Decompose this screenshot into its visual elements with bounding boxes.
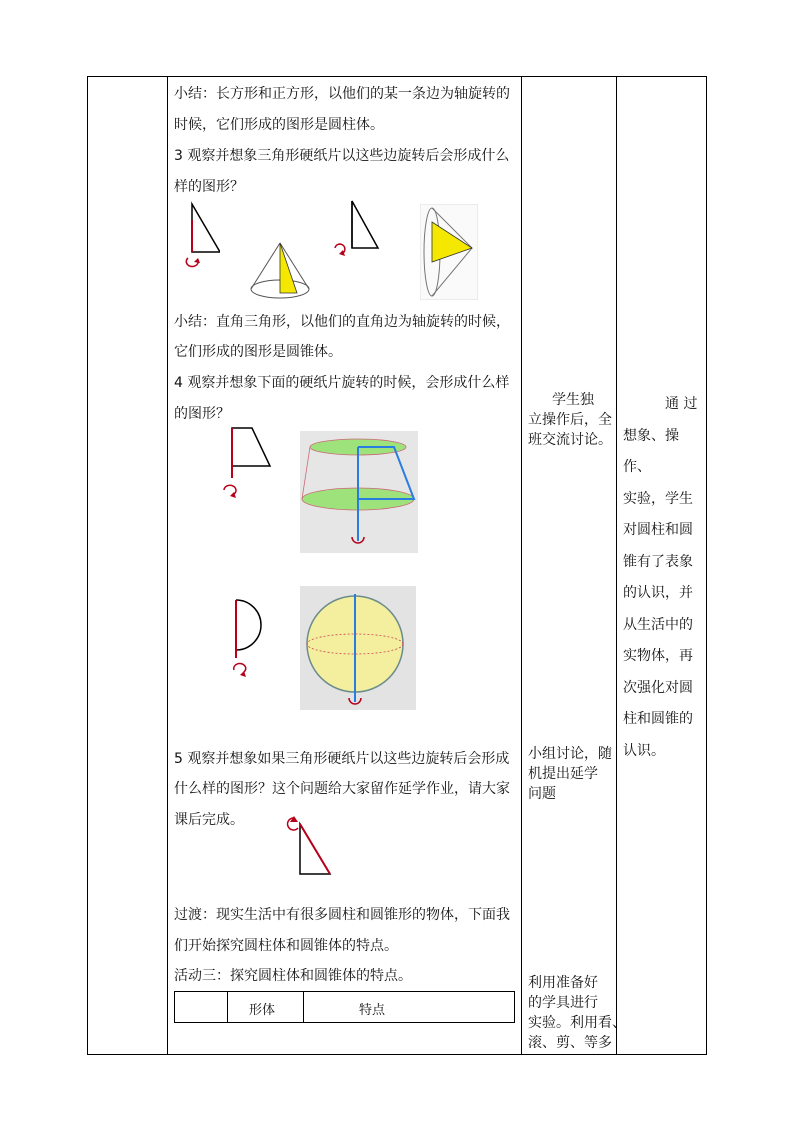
sphere-figure — [300, 586, 416, 710]
student-activity-2-line1: 小组讨论，随 — [528, 746, 612, 762]
student-activity-2 — [528, 744, 614, 804]
student-activity-3-line1: 利用准备好 — [528, 975, 598, 991]
step3-line2: 样的图形？ — [174, 179, 244, 195]
student-activity-1-line2: 立操作后，全 — [528, 412, 612, 428]
right-triangle-figure-1 — [180, 200, 220, 270]
column-divider-1 — [167, 76, 168, 1055]
cone-figure-2 — [420, 204, 478, 300]
design-intent-line8: 实物体，再 — [623, 648, 693, 664]
design-intent-line4: 对圆柱和圆 — [623, 522, 693, 538]
step4-line1: 4 观察并想象下面的硬纸片旋转的时候，会形成什么样 — [174, 375, 510, 391]
design-intent-line1: 通 过 — [665, 396, 698, 412]
features-table — [174, 991, 515, 1023]
student-activity-3-line3: 实验。利用看、 — [528, 1015, 626, 1031]
design-intent-line7: 从生活中的 — [623, 616, 693, 633]
design-intent-line9: 次强化对圆 — [623, 679, 693, 696]
design-intent-line11: 认识。 — [623, 742, 665, 759]
student-activity-1-line1: 学生独 — [552, 392, 594, 408]
summary-cylinder-line1: 小结：长方形和正方形，以他们的某一条边为轴旋转的 — [174, 86, 510, 102]
design-intent-line2: 想象、操作、 — [623, 427, 679, 475]
right-triangle-figure-3 — [280, 810, 334, 880]
right-triangle-figure-2 — [330, 198, 380, 258]
design-intent-line5: 锥有了表象 — [623, 553, 693, 570]
column-divider-3 — [616, 76, 617, 1055]
student-activity-1-line3: 班交流讨论。 — [528, 432, 612, 448]
features-table-divider-2 — [303, 992, 304, 1022]
column-divider-2 — [521, 76, 522, 1055]
student-activity-2-line3: 问题 — [528, 786, 556, 802]
transition-line2: 们开始探究圆柱体和圆锥体的特点。 — [174, 938, 398, 954]
step5-line1: 5 观察并想象如果三角形硬纸片以这些边旋转后会形成 — [174, 751, 510, 767]
step5-line2: 什么样的图形？这个问题给大家留作延学作业，请大家 — [174, 781, 510, 797]
table-left-border — [87, 76, 88, 1055]
summary-cone-line2: 它们形成的图形是圆锥体。 — [174, 344, 342, 360]
table-right-border — [706, 76, 707, 1055]
trapezoid-card-figure — [220, 424, 276, 504]
design-intent — [623, 389, 705, 767]
student-activity-3 — [528, 973, 626, 1053]
activity3-heading: 活动三：探究圆柱体和圆锥体的特点。 — [174, 968, 412, 984]
summary-cone-line1: 小结：直角三角形，以他们的直角边为轴旋转的时候， — [174, 314, 510, 330]
student-activity-1 — [528, 390, 614, 450]
design-intent-line10: 柱和圆锥的 — [623, 711, 693, 727]
step5-line3: 课后完成。 — [174, 812, 244, 828]
table-top-border — [87, 76, 707, 77]
semicircle-card-figure — [228, 596, 268, 682]
step3-line1: 3 观察并想象三角形硬纸片以这些边旋转后会形成什么 — [174, 148, 510, 164]
frustum-figure — [300, 431, 418, 553]
transition-line1: 过渡：现实生活中有很多圆柱和圆锥形的物体，下面我 — [174, 907, 510, 923]
features-table-header-shape: 形体 — [249, 1003, 276, 1018]
design-intent-line6: 的认识，并 — [623, 585, 693, 601]
student-activity-3-line2: 的学具进行 — [528, 995, 598, 1011]
design-intent-line3: 实验，学生 — [623, 490, 693, 507]
features-table-divider-1 — [227, 992, 228, 1022]
student-activity-3-line4: 滚、剪、等多 — [528, 1035, 612, 1051]
student-activity-2-line2: 机提出延学 — [528, 766, 598, 782]
step4-line2: 的图形？ — [174, 406, 230, 422]
summary-cylinder-line2: 时候，它们形成的图形是圆柱体。 — [174, 117, 384, 133]
table-bottom-border — [87, 1054, 707, 1055]
features-table-header-features: 特点 — [359, 1003, 386, 1018]
cone-figure-1 — [249, 241, 311, 301]
